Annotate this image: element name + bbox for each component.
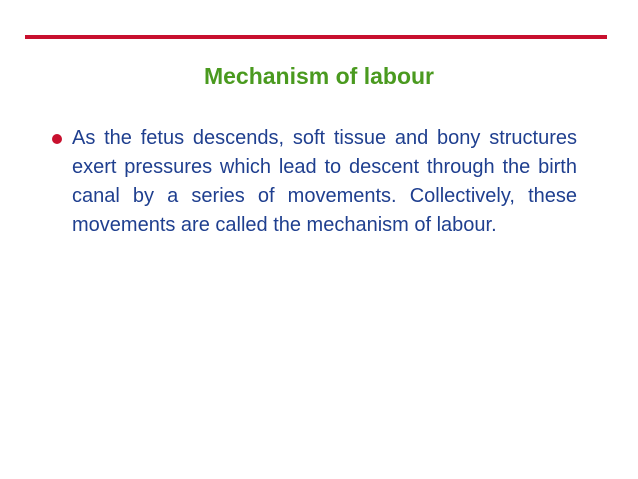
bullet-item: [52, 124, 582, 240]
slide-title: Mechanism of labour: [203, 63, 435, 89]
bullet-text: As the fetus descends, soft tissue and bony structures exert pressures which lead to descent through the birth canal by a series of movements. Collectively, these movements are called the mechanism of labour.: [72, 127, 577, 236]
top-rule-divider: [25, 35, 607, 39]
bullet-dot-icon: [52, 134, 62, 144]
